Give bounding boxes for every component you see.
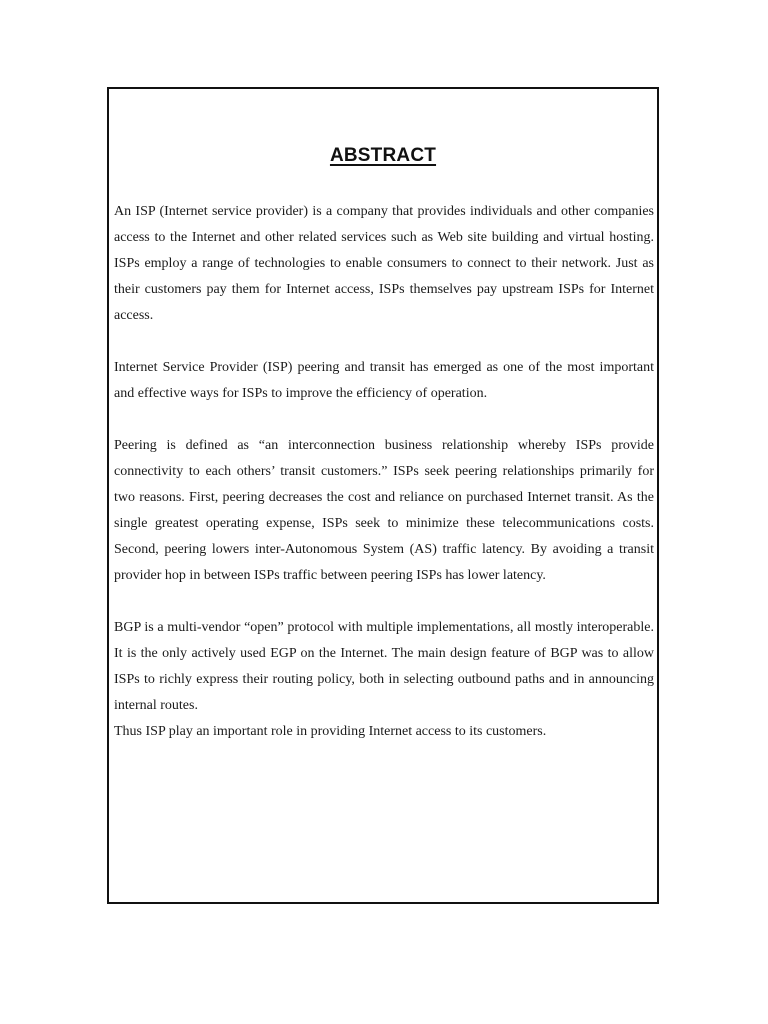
paragraph-peering-transit: Internet Service Provider (ISP) peering and transit has emerged as one of the most important and effective ways for ISPs to improve the efficiency of operation. [114,360,654,401]
abstract-body [114,199,654,745]
paragraph-bgp: BGP is a multi-vendor “open” protocol with multiple implementations, all mostly interoperable. It is the only actively used EGP on the Internet. The main design feature of BGP was to allow ISPs to richly express their routing policy, both in selecting outbound paths and in announcing internal routes. [114,620,654,713]
abstract-title: ABSTRACT [329,145,437,166]
paragraph-conclusion: Thus ISP play an important role in providing Internet access to its customers. [114,724,547,739]
paragraph-isp-definition: An ISP (Internet service provider) is a company that provides individuals and other companies access to the Internet and other related services such as Web site building and virtual hosting. ISPs employ a range of technologies to enable consumers to connect to their network. Just as their customers pay them for Internet access, ISPs themselves pay upstream ISPs for Internet access. [114,204,654,323]
paragraph-peering-definition: Peering is defined as “an interconnection business relationship whereby ISPs provide connectivity to each others’ transit customers.” ISPs seek peering relationships primarily for two reasons. First, peering decreases the cost and reliance on purchased Internet transit. As the single greatest operating expense, ISPs seek to minimize these telecommunications costs. Second, peering lowers inter-Autonomous System (AS) traffic latency. By avoiding a transit provider hop in between ISPs traffic between peering ISPs has lower latency. [114,438,654,583]
page-border [107,87,659,904]
